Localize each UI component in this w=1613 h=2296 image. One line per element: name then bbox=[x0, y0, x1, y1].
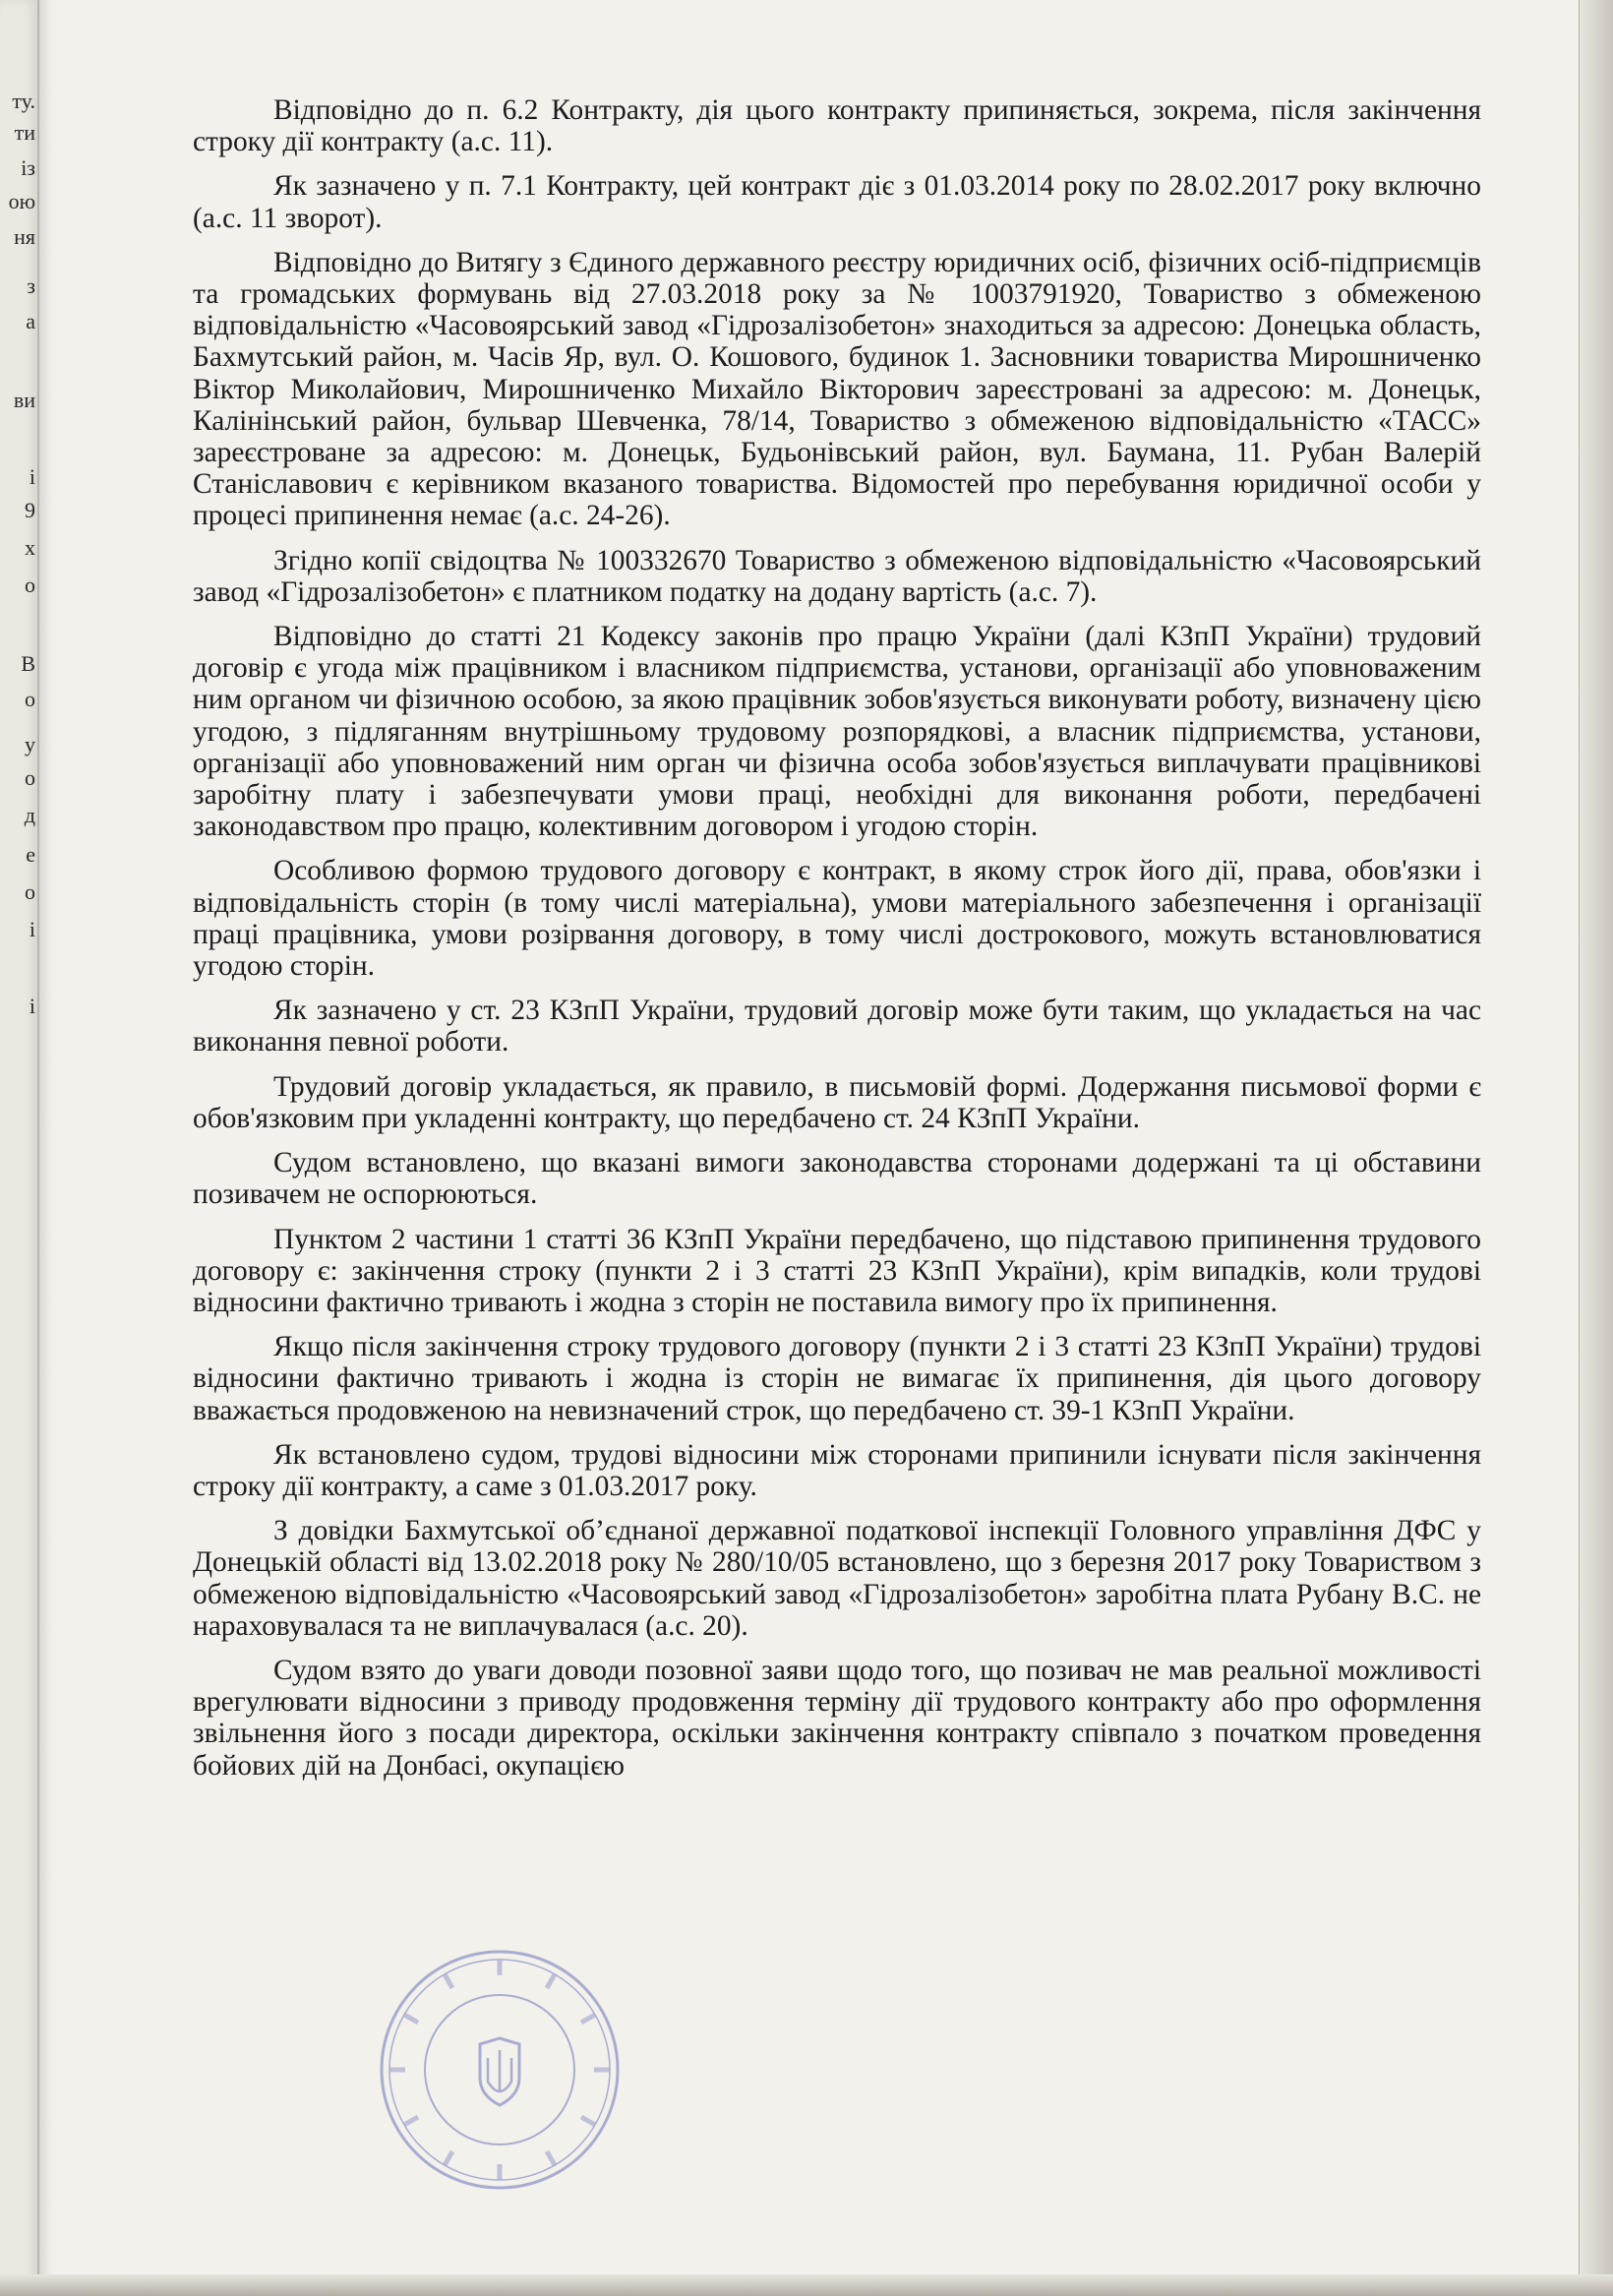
page-right-edge bbox=[1579, 0, 1613, 2296]
paragraph: Пунктом 2 частини 1 статті 36 КЗпП України передбачено, що підставою припинення трудового договору є: закінчення строку (пункти 2 і 3 статті 23 КЗпП України), крім випадків, коли трудові відносини фактично тривають і жодна з сторін не поставила вимогу про їх припинення. bbox=[193, 1223, 1481, 1318]
paragraph: Трудовий договір укладається, як правило, в письмовій формі. Додержання письмової форми є обов'язковим при укладенні контракту, що передбачено ст. 24 КЗпП України. bbox=[193, 1070, 1481, 1134]
margin-fragment: ня bbox=[14, 224, 35, 249]
margin-fragment: ою bbox=[8, 189, 35, 213]
margin-fragment: д bbox=[24, 803, 35, 827]
paragraph: Згідно копії свідоцтва № 100332670 Товариство з обмеженою відповідальністю «Часовоярський завод «Гідрозалізобетон» є платником податку на додану вартість (а.с. 7). bbox=[193, 544, 1481, 608]
page-bottom-edge bbox=[0, 2274, 1613, 2296]
paragraph: З довідки Бахмутської об’єднаної державної податкової інспекції Головного управління ДФС у Донецькій області від 13.02.2018 року № 280/10/05 встановлено, що з березня 2017 року Товариством з обмеженою відповідальністю «Часовоярський завод «Гідрозалізобетон» заробітна плата Рубану В.С. не нараховувалася та не виплачувалася (а.с. 20). bbox=[193, 1515, 1481, 1642]
margin-fragment: В bbox=[21, 651, 35, 676]
margin-fragment: із bbox=[21, 155, 35, 180]
paragraph: Судом взято до уваги доводи позовної заяви щодо того, що позивач не мав реальної можливості врегулювати відносини з приводу продовження терміну дії трудового контракту або про оформлення звільнення його з посади директора, оскільки закінчення контракту співпало з початком проведення бойових дій на Донбасі, окупацією bbox=[193, 1654, 1481, 1782]
margin-fragment: і bbox=[29, 464, 35, 489]
court-seal-stamp bbox=[378, 1948, 622, 2192]
margin-fragment: ти bbox=[14, 120, 35, 145]
margin-fragment: о bbox=[25, 573, 35, 597]
margin-fragment: х bbox=[25, 535, 35, 560]
margin-fragment: о bbox=[25, 687, 35, 711]
paragraph: Відповідно до статті 21 Кодексу законів про працю України (далі КЗпП України) трудовий договір є угода між працівником і власником підприємства, установи, організації або уповноваженим ним органом чи фізичною особою, за якою працівник зобов'язується виконувати роботу, визначену цією угодою, з підляганням внутрішньому трудовому розпорядкові, а власник підприємства, установи, організації або уповноважений ним орган чи фізична особа зобов'язується виплачувати працівникові заробітну плату і забезпечувати умови праці, необхідні для виконання роботи, передбачені законодавством про працю, колективним договором і угодою сторін. bbox=[193, 621, 1481, 843]
paragraph: Як встановлено судом, трудові відносини між сторонами припинили існувати після закінчення строку дії контракту, а саме з 01.03.2017 року. bbox=[193, 1438, 1481, 1502]
margin-fragment: 9 bbox=[25, 498, 35, 522]
margin-fragment: о bbox=[25, 879, 35, 904]
paragraph: Якщо після закінчення строку трудового договору (пункти 2 і 3 статті 23 КЗпП України) трудові відносини фактично тривають і жодна із сторін не вимагає їх припинення, дія цього договору вважається продовженою на невизначений строк, що передбачено ст. 39-1 КЗпП України. bbox=[193, 1331, 1481, 1426]
margin-fragment: ту. bbox=[12, 89, 35, 113]
paragraph: Як зазначено у п. 7.1 Контракту, цей контракт діє з 01.03.2014 року по 28.02.2017 року включно (а.с. 11 зворот). bbox=[193, 170, 1481, 234]
paragraph: Судом встановлено, що вказані вимоги законодавства сторонами додержані та ці обставини позивачем не оспорюються. bbox=[193, 1147, 1481, 1211]
binding-shadow bbox=[39, 0, 53, 2296]
paragraph: Відповідно до п. 6.2 Контракту, дія цього контракту припиняється, зокрема, після закінчення строку дії контракту (а.с. 11). bbox=[193, 94, 1481, 158]
paragraph: Особливою формою трудового договору є контракт, в якому строк його дії, права, обов'язки і відповідальність сторін (в тому числі матеріальна), умови матеріального забезпечення і організації праці працівника, умови розірвання договору, в тому числі дострокового, можуть встановлюватися угодою сторін. bbox=[193, 855, 1481, 983]
margin-fragment: е bbox=[26, 842, 35, 867]
paragraph: Як зазначено у ст. 23 КЗпП України, трудовий договір може бути таким, що укладається на час виконання певної роботи. bbox=[193, 995, 1481, 1058]
margin-fragment: у bbox=[25, 732, 35, 756]
paragraph: Відповідно до Витягу з Єдиного державного реєстру юридичних осіб, фізичних осіб-підприємців та громадських формувань від 27.03.2018 року за № 1003791920, Товариство з обмеженою відповідальністю «Часовоярський завод «Гідрозалізобетон» знаходиться за адресою: Донецька область, Бахмутський район, м. Часів Яр, вул. О. Кошового, будинок 1. Засновники товариства Мирошниченко Віктор Миколайович, Мирошниченко Михайло Вікторович зареєстровані за адресою: м. Донецьк, Калінінський район, бульвар Шевченка, 78/14, Товариство з обмеженою відповідальністю «ТАСС» зареєстроване за адресою: м. Донецьк, Будьонівський район, вул. Баумана, 11. Рубан Валерій Станіславович є керівником вказаного товариства. Відомостей про перебування юридичної особи у процесі припинення немає (а.с. 24-26). bbox=[193, 246, 1481, 532]
margin-fragment: ви bbox=[13, 388, 35, 412]
margin-fragment: а bbox=[26, 309, 35, 333]
margin-fragment: о bbox=[25, 765, 35, 790]
previous-page-edge bbox=[0, 0, 39, 2296]
margin-fragment: з bbox=[27, 273, 35, 298]
margin-fragment: і bbox=[29, 917, 35, 941]
margin-fragment: і bbox=[29, 994, 35, 1018]
document-body bbox=[193, 94, 1481, 1794]
